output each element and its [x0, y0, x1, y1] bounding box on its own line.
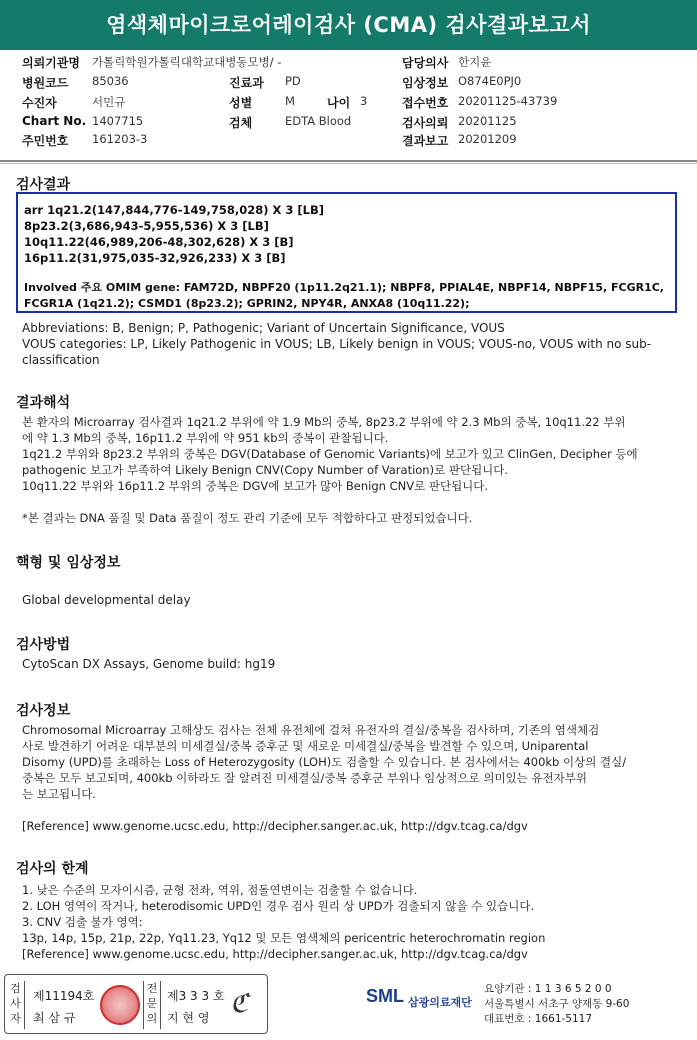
info-label: 성별 [229, 96, 253, 110]
info-value: 가톨릭학원가톨릭대학교대병동모병/ - [92, 55, 282, 69]
quality-note: *본 결과는 DNA 품질 및 Data 품질이 정도 관리 기준에 모두 적합하다고 판정되었습니다. [22, 511, 473, 525]
interp-line: 본 환자의 Microarray 검사결과 1q21.2 부위에 약 1.9 Mb의 중복, 8p23.2 부위에 약 2.3 Mb의 중복, 10q11.22 부위 [22, 415, 626, 429]
info-value: 85036 [92, 74, 129, 88]
org-line: 서울특별시 서초구 양재동 9-60 [484, 998, 630, 1010]
interp-line: pathogenic 보고가 부족하여 Likely Benign CNV(Copy Number of Varation)로 판단됩니다. [22, 463, 509, 477]
info-label: 접수번호 [402, 96, 449, 110]
info-value: EDTA Blood [285, 114, 352, 128]
examiner-number: 제11194호 [33, 989, 95, 1003]
abbrev-line: Abbreviations: B, Benign; P, Pathogenic; Variant of Uncertain Significance, VOUS [22, 321, 505, 335]
report-footer [0, 972, 697, 1040]
interp-line: 에 약 1.3 Mb의 중복, 16p11.2 부위에 약 951 kb의 중복이 관찰됩니다. [22, 431, 389, 445]
sml-logo-icon: SML [366, 986, 404, 1006]
doctor-number: 제3 3 3 호 [167, 989, 225, 1003]
info-value: 1407715 [92, 114, 144, 128]
info-label: 병원코드 [22, 76, 69, 90]
info-label: 의뢰기관명 [22, 56, 80, 70]
section-title-phenotype: 핵형 및 임상정보 [16, 555, 121, 571]
interp-line: 1q21.2 부위와 8p23.2 부위의 중복은 DGV(Database of Genomic Variants)에 보고가 있고 ClinGen, Decipher 등에 [22, 447, 638, 461]
interpretation-text [22, 414, 677, 494]
test-info-line: 사로 발견하기 어려운 대부분의 미세결실/중복 증후군 및 새로운 미세결실/중복을 발견할 수 있으며, Uniparental [22, 739, 589, 753]
info-value: 20201209 [458, 132, 517, 146]
method-text: CytoScan DX Assays, Genome build: hg19 [22, 657, 276, 671]
result-line: 16p11.2(31,975,035-32,926,233) X 3 [B] [24, 251, 286, 265]
sml-logo-subtext: 삼광의료재단 [408, 996, 472, 1009]
info-value: 한지윤 [458, 55, 492, 69]
info-value: 20201125-43739 [458, 94, 558, 108]
info-row [22, 94, 682, 111]
info-label: 검체 [229, 116, 253, 130]
limit-line: 13p, 14p, 15p, 21p, 22p, Yq11.23, Yq12 및 모든 염색체의 pericentric heterochromatin region [22, 931, 546, 945]
org-line: 요양기관 : 1 1 3 6 5 2 0 0 [484, 983, 612, 995]
test-info-line: Disomy (UPD)를 초래하는 Loss of Heterozygosity (LOH)도 검출할 수 있습니다. 본 검사에서는 400kb 이상의 결실/ [22, 755, 627, 769]
phenotype-text: Global developmental delay [22, 593, 191, 607]
header-divider [0, 160, 697, 162]
result-line: 8p23.2(3,686,943-5,955,536) X 3 [LB] [24, 219, 269, 233]
section-title-interpretation: 결과해석 [16, 395, 71, 411]
info-value: 3 [360, 94, 368, 108]
info-value: O874E0PJ0 [458, 74, 522, 88]
info-label: Chart No. [22, 114, 87, 128]
interp-line: 10q11.22 부위와 16p11.2 부위의 중복은 DGV에 보고가 많아 Benign CNV로 판단됩니다. [22, 479, 489, 493]
info-label: 임상정보 [402, 76, 449, 90]
info-label: 수진자 [22, 96, 57, 110]
info-row [22, 54, 682, 71]
section-title-result: 검사결과 [16, 177, 71, 193]
doctor-name: 지 현 영 [167, 1011, 210, 1025]
result-line: 10q11.22(46,989,206-48,302,628) X 3 [B] [24, 235, 294, 249]
signature-box [4, 974, 268, 1034]
info-row [22, 132, 682, 149]
info-value: 서민규 [92, 95, 126, 109]
doctor-label: 전문의 [143, 981, 161, 1029]
info-label: 담당의사 [402, 56, 449, 70]
info-label: 나이 [327, 96, 351, 110]
result-box [16, 192, 677, 313]
info-value: 161203-3 [92, 132, 148, 146]
info-value: 20201125 [458, 114, 517, 128]
limit-line: 1. 낮은 수준의 모자이시즘, 균형 전좌, 역위, 점돌연변이는 검출할 수 없습니다. [22, 883, 418, 897]
abbrev-line: VOUS categories: LP, Likely Pathogenic in VOUS; LB, Likely benign in VOUS; VOUS-no, VOUS with no sub- [22, 337, 652, 351]
limit-line: [Reference] www.genome.ucsc.edu, http://decipher.sanger.ac.uk, http://dgv.tcag.ca/dgv [22, 947, 528, 961]
test-info-line: 중복은 모두 보고되며, 400kb 이하라도 잘 알려진 미세결실/중복 증후군 부위나 임상적으로 의미있는 유전자부위 [22, 771, 587, 785]
info-label: 검사의뢰 [402, 116, 449, 130]
gene-line: Involved 주요 OMIM gene: FAM72D, NBPF20 (1p11.2q21.1); NBPF8, PPIAL4E, NBPF14, NBPF15, FCGR1C, [24, 281, 664, 294]
info-value: M [285, 94, 295, 108]
organization-info [484, 982, 629, 1027]
examiner-name: 최 삼 규 [33, 1011, 76, 1025]
limit-line: 3. CNV 검출 불가 영역: [22, 915, 143, 929]
info-value: PD [285, 74, 301, 88]
info-label: 결과보고 [402, 134, 449, 148]
info-row [22, 74, 682, 91]
test-info-reference: [Reference] www.genome.ucsc.edu, http://decipher.sanger.ac.uk, http://dgv.tcag.ca/dgv [22, 819, 528, 833]
abbreviations [22, 320, 677, 368]
header-divider-thin [0, 163, 697, 164]
limits-text [22, 882, 677, 962]
org-line: 대표번호 : 1661-5117 [484, 1013, 593, 1025]
test-info-line: 는 보고됩니다. [22, 787, 96, 801]
info-row [22, 114, 682, 131]
result-line: arr 1q21.2(147,844,776-149,758,028) X 3 [LB] [24, 203, 324, 217]
section-title-method: 검사방법 [16, 637, 71, 653]
report-title: 염색체마이크로어레이검사 (CMA) 검사결과보고서 [0, 0, 697, 50]
gene-line: FCGR1A (1q21.2); CSMD1 (8p23.2); GPRIN2, NPY4R, ANXA8 (10q11.22); [24, 297, 470, 310]
limit-line: 2. LOH 영역이 작거나, heterodisomic UPD인 경우 검사 원리 상 UPD가 검출되지 않을 수 있습니다. [22, 899, 535, 913]
signature-icon: ℭ [230, 989, 249, 1019]
test-info-line: Chromosomal Microarray 고해상도 검사는 전체 유전체에 걸쳐 유전자의 결실/중복을 검사하며, 기존의 염색체검 [22, 723, 600, 737]
examiner-label: 검사자 [7, 981, 25, 1029]
info-label: 주민번호 [22, 134, 69, 148]
info-label: 진료과 [229, 76, 264, 90]
section-title-limits: 검사의 한계 [16, 861, 89, 877]
seal-icon [100, 985, 140, 1025]
test-info-text [22, 722, 677, 802]
abbrev-line: classification [22, 353, 100, 367]
section-title-test-info: 검사정보 [16, 703, 71, 719]
